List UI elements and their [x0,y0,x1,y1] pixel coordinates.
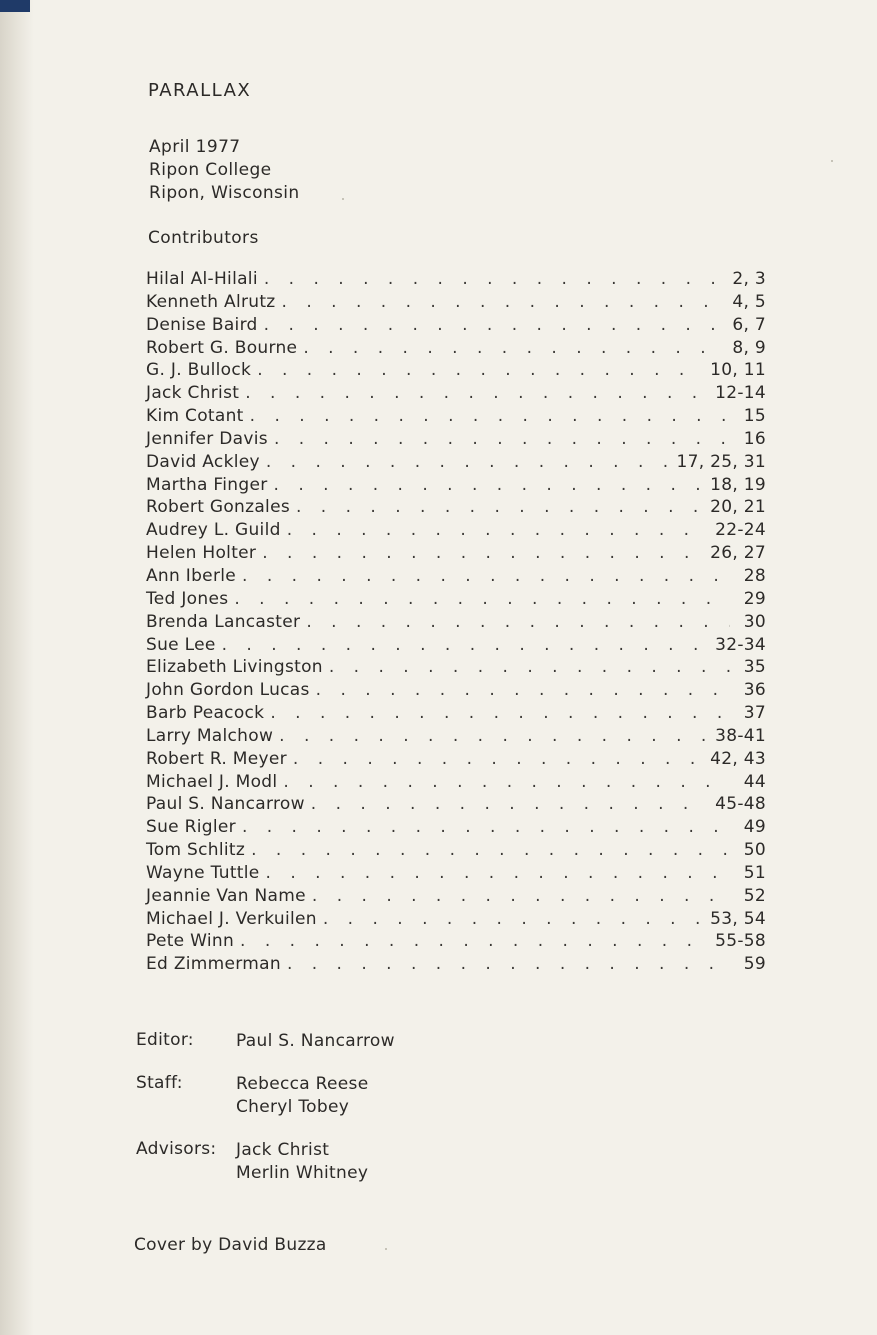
paper-speck [831,160,833,162]
staff-block [136,1073,395,1119]
contributor-pages: 12-14 [715,383,766,404]
dot-leader [262,542,704,565]
contributor-name: Helen Holter [146,543,257,564]
contributor-name: Martha Finger [146,474,268,495]
contributor-row [146,793,766,816]
contributor-pages: 16 [743,428,766,449]
contributor-row [146,634,766,657]
contributor-row [146,359,766,382]
contributor-pages: 44 [743,771,766,792]
contributor-row [146,771,766,794]
contributor-pages: 36 [743,680,766,701]
contributor-name: Sue Lee [146,634,216,655]
page-title: PARALLAX [148,80,252,101]
dot-leader [312,885,730,908]
advisors-label: Advisors: [136,1139,217,1159]
publication-institution: Ripon College [149,160,272,180]
contributor-row [146,748,766,771]
contributor-name: Larry Malchow [146,725,274,746]
contributor-name: Michael J. Verkuilen [146,908,317,929]
dot-leader [329,656,730,679]
contributor-row [146,702,766,725]
advisors-block [136,1139,395,1185]
contributor-row [146,382,766,405]
contributor-pages: 26, 27 [710,543,766,564]
contributors-heading: Contributors [148,228,259,248]
contributor-name: Hilal Al-Hilali [146,269,258,289]
contributor-name: G. J. Bullock [146,360,252,381]
contributor-pages: 10, 11 [710,360,766,381]
contributor-row [146,679,766,702]
contributor-pages: 8, 9 [732,337,766,358]
dot-leader [303,337,726,360]
staff-name: Rebecca Reese [236,1074,369,1094]
paper-speck [385,1248,387,1250]
dot-leader [283,771,730,794]
contributor-pages: 4, 5 [732,291,766,312]
editor-label: Editor: [136,1030,194,1050]
contributor-row [146,268,766,291]
contributor-pages: 42, 43 [710,748,766,769]
contributor-pages: 30 [743,611,766,632]
editor-block [136,1030,395,1053]
contributor-pages: 20, 21 [710,497,766,518]
contributor-pages: 55-58 [715,931,766,952]
dot-leader [293,748,704,771]
staff-credits [136,1030,395,1205]
dot-leader [251,839,730,862]
contributor-row [146,405,766,428]
contributor-pages: 38-41 [715,725,766,746]
contributor-pages: 17, 25, 31 [676,451,766,472]
dot-leader [296,496,704,519]
contributor-pages: 2, 3 [732,269,766,289]
contributor-name: Ed Zimmerman [146,954,281,975]
dot-leader [287,953,730,976]
publication-info [149,136,300,205]
contributor-pages: 32-34 [715,634,766,655]
dot-leader [270,702,730,725]
contributor-pages: 53, 54 [710,908,766,929]
contributor-pages: 59 [743,954,766,975]
staff-label: Staff: [136,1073,183,1093]
contributor-pages: 35 [743,657,766,678]
contributor-pages: 49 [743,817,766,838]
contributor-name: Barb Peacock [146,703,265,724]
dot-leader [245,382,709,405]
dot-leader [264,314,727,337]
contributor-row [146,953,766,976]
contributor-name: Kim Cotant [146,406,244,427]
contributor-pages: 22-24 [715,520,766,541]
contributor-name: Audrey L. Guild [146,520,281,541]
dot-leader [266,862,730,885]
contributor-name: Brenda Lancaster [146,611,301,632]
contributor-name: Wayne Tuttle [146,862,260,883]
editor-name: Paul S. Nancarrow [236,1031,395,1051]
contributor-name: Pete Winn [146,931,235,952]
dot-leader [274,428,730,451]
dot-leader [266,451,671,474]
contributor-name: Michael J. Modl [146,771,278,792]
contributor-pages: 6, 7 [732,314,766,335]
dot-leader [279,725,709,748]
contributor-name: Kenneth Alrutz [146,291,276,312]
staff-names [236,1073,368,1119]
contributor-pages: 52 [743,885,766,906]
contributor-row [146,816,766,839]
contributor-pages: 50 [743,840,766,861]
contributor-row [146,451,766,474]
dot-leader [240,930,709,953]
contributors-list [146,268,766,976]
dot-leader [316,679,730,702]
contributor-row [146,611,766,634]
contributor-row [146,565,766,588]
dot-leader [242,565,730,588]
contributor-name: John Gordon Lucas [146,680,310,701]
contributor-name: David Ackley [146,451,260,472]
dot-leader [264,268,727,291]
publication-date: April 1977 [149,137,241,157]
contributor-row [146,930,766,953]
contributor-row [146,428,766,451]
contributor-row [146,519,766,542]
dot-leader [234,588,730,611]
contributor-name: Ted Jones [146,588,229,609]
contributor-name: Robert R. Meyer [146,748,287,769]
contributor-pages: 18, 19 [710,474,766,495]
dot-leader [306,611,730,634]
contributor-row [146,862,766,885]
binding-mark [0,0,30,12]
page-spine-shadow [0,0,34,1335]
dot-leader [242,816,730,839]
contributor-name: Robert Gonzales [146,497,290,518]
contributor-pages: 37 [743,703,766,724]
contributor-row [146,725,766,748]
contributor-name: Jack Christ [146,383,240,404]
contributor-pages: 45-48 [715,794,766,815]
contributor-pages: 28 [743,565,766,586]
dot-leader [250,405,730,428]
contributor-row [146,656,766,679]
contributor-row [146,314,766,337]
contributor-row [146,474,766,497]
contributor-name: Paul S. Nancarrow [146,794,305,815]
contributor-name: Tom Schlitz [146,840,246,861]
contributor-pages: 51 [743,862,766,883]
publication-location: Ripon, Wisconsin [149,183,300,203]
contributor-row [146,291,766,314]
cover-credit: Cover by David Buzza [134,1235,327,1255]
dot-leader [287,519,709,542]
contributor-row [146,908,766,931]
paper-speck [342,198,344,200]
dot-leader [257,359,704,382]
dot-leader [222,634,709,657]
contributor-name: Sue Rigler [146,817,236,838]
contributor-row [146,588,766,611]
contributor-row [146,337,766,360]
advisor-name: Merlin Whitney [236,1163,369,1183]
contributor-row [146,496,766,519]
contributor-name: Robert G. Bourne [146,337,298,358]
advisors-names [236,1139,368,1185]
dot-leader [282,291,727,314]
dot-leader [311,793,709,816]
contributor-pages: 15 [743,406,766,427]
advisor-name: Jack Christ [236,1140,330,1160]
contributor-row [146,839,766,862]
staff-name: Cheryl Tobey [236,1097,350,1117]
contributor-name: Elizabeth Livingston [146,657,323,678]
dot-leader [274,474,705,497]
editor-names [236,1030,395,1053]
contributor-name: Denise Baird [146,314,258,335]
contributor-name: Jeannie Van Name [146,885,306,906]
contributor-name: Jennifer Davis [146,428,268,449]
contributor-row [146,542,766,565]
contributor-pages: 29 [743,588,766,609]
contributor-name: Ann Iberle [146,565,237,586]
dot-leader [323,908,704,931]
contributor-row [146,885,766,908]
